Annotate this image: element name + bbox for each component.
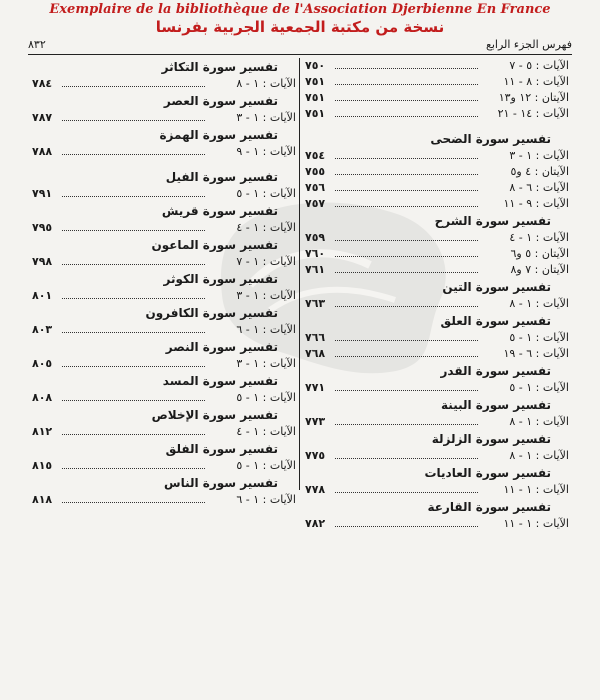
index-entry: [30, 220, 300, 236]
index-entry: [30, 424, 300, 440]
index-entry: [30, 356, 300, 372]
dot-leader: [62, 400, 205, 401]
index-entry: [30, 390, 300, 406]
verse-range: الآيات : ٦ - ١٩: [503, 347, 569, 360]
index-entry: [30, 186, 300, 202]
index-entry: [303, 58, 573, 74]
verse-range: الآيات : ١ - ١١: [503, 483, 569, 496]
verse-range: الآيتان : ٧ و٨: [510, 263, 569, 276]
verse-range: الآيات : ٦ - ٨: [509, 181, 569, 194]
index-entry: [30, 288, 300, 304]
verse-range: الآيات : ٩ - ١١: [503, 197, 569, 210]
verse-range: الآيات : ١ - ٥: [236, 187, 296, 200]
index-entry: [303, 346, 573, 362]
verse-range: الآيات : ٨ - ١١: [503, 75, 569, 88]
dot-leader: [62, 468, 205, 469]
page-ref: ٧٥١: [305, 107, 326, 120]
page-ref: ٨١٢: [32, 425, 53, 438]
surah-heading: تفسير سورة النصر: [165, 340, 278, 354]
page-ref: ٧٦٨: [305, 347, 326, 360]
page-ref: ٨١٥: [32, 459, 53, 472]
index-entry: [30, 76, 300, 92]
index-entry: [303, 164, 573, 180]
index-entry: [303, 74, 573, 90]
page-ref: ٨٠٣: [32, 323, 53, 336]
page-ref: ٧٥٦: [305, 181, 326, 194]
page-ref: ٧٦١: [305, 263, 326, 276]
page-ref: ٧٥١: [305, 75, 326, 88]
page-ref: ٨٠٨: [32, 391, 53, 404]
page-ref: ٧٥٥: [305, 165, 326, 178]
page-number: ٨٣٢: [28, 38, 46, 51]
verse-range: الآيات : ١ - ٨: [509, 449, 569, 462]
index-entry: [30, 322, 300, 338]
dot-leader: [335, 256, 478, 257]
index-entry: [303, 516, 573, 532]
surah-heading: تفسير سورة التكاثر: [161, 60, 278, 74]
dot-leader: [335, 158, 478, 159]
dot-leader: [62, 154, 205, 155]
index-entry: [30, 254, 300, 270]
surah-heading: تفسير سورة الإخلاص: [151, 408, 278, 422]
page-ref: ٧٥٤: [305, 149, 326, 162]
dot-leader: [335, 190, 478, 191]
index-column-left: [30, 58, 300, 508]
running-title: فهرس الجزء الرابع: [485, 38, 572, 51]
surah-heading: تفسير سورة التين: [442, 280, 551, 294]
dot-leader: [62, 502, 205, 503]
verse-range: الآيات : ١ - ٤: [236, 221, 296, 234]
index-entry: [30, 458, 300, 474]
surah-heading: تفسير سورة العصر: [163, 94, 278, 108]
spacer: [30, 160, 300, 168]
surah-heading: تفسير سورة الكوثر: [163, 272, 278, 286]
page-ref: ٧٩١: [32, 187, 53, 200]
header-rule: [28, 54, 572, 55]
page-ref: ٨٠١: [32, 289, 53, 302]
surah-heading: تفسير سورة العلق: [440, 314, 551, 328]
library-stamp-arabic: نسخة من مكتبة الجمعية الجربية بفرنسا: [155, 18, 445, 36]
verse-range: الآيات : ١ - ٧: [236, 255, 296, 268]
index-entry: [303, 90, 573, 106]
surah-heading: تفسير سورة الشرح: [434, 214, 551, 228]
page-ref: ٧٦٣: [305, 297, 326, 310]
page-ref: ٨٠٥: [32, 357, 53, 370]
surah-heading: تفسير سورة الكافرون: [145, 306, 278, 320]
spacer: [303, 122, 573, 130]
page-ref: ٨١٨: [32, 493, 53, 506]
verse-range: الآيات : ١ - ١١: [503, 517, 569, 530]
verse-range: الآيتان : ٥ و٦: [510, 247, 569, 260]
dot-leader: [335, 240, 478, 241]
surah-heading: تفسير سورة الفلق: [165, 442, 278, 456]
page-header: [28, 38, 572, 54]
verse-range: الآيات : ١ - ٥: [236, 391, 296, 404]
page-ref: ٧٥٠: [305, 59, 326, 72]
index-entry: [303, 148, 573, 164]
page-ref: ٧٧١: [305, 381, 326, 394]
dot-leader: [62, 120, 205, 121]
index-entry: [303, 196, 573, 212]
verse-range: الآيات : ١ - ٥: [236, 459, 296, 472]
dot-leader: [62, 332, 205, 333]
dot-leader: [62, 434, 205, 435]
index-entry: [303, 106, 573, 122]
dot-leader: [335, 116, 478, 117]
dot-leader: [335, 206, 478, 207]
dot-leader: [335, 84, 478, 85]
index-column-right: [303, 58, 573, 532]
verse-range: الآيات : ١ - ٨: [509, 297, 569, 310]
surah-heading: تفسير سورة البينة: [441, 398, 551, 412]
index-entry: [303, 482, 573, 498]
surah-heading: تفسير سورة الهمزة: [159, 128, 278, 142]
page-ref: ٧٨٢: [305, 517, 326, 530]
verse-range: الآيات : ١ - ٩: [236, 145, 296, 158]
verse-range: الآيات : ١ - ٤: [236, 425, 296, 438]
dot-leader: [62, 230, 205, 231]
verse-range: الآيات : ١ - ٤: [509, 231, 569, 244]
index-entry: [303, 448, 573, 464]
verse-range: الآيات : ١ - ٥: [509, 381, 569, 394]
surah-heading: تفسير سورة قريش: [161, 204, 278, 218]
index-entry: [303, 330, 573, 346]
verse-range: الآيات : ١ - ٦: [236, 323, 296, 336]
index-entry: [303, 296, 573, 312]
library-stamp-french: Exemplaire de la bibliothèque de l'Association Djerbienne En France: [49, 2, 551, 17]
surah-heading: تفسير سورة الزلزلة: [431, 432, 551, 446]
dot-leader: [62, 298, 205, 299]
dot-leader: [335, 492, 478, 493]
index-entry: [30, 144, 300, 160]
index-entry: [303, 262, 573, 278]
index-entry: [303, 414, 573, 430]
surah-heading: تفسير سورة المسد: [162, 374, 278, 388]
dot-leader: [335, 458, 478, 459]
dot-leader: [335, 424, 478, 425]
dot-leader: [62, 366, 205, 367]
dot-leader: [335, 272, 478, 273]
index-entry: [303, 246, 573, 262]
verse-range: الآيات : ١ - ٥: [509, 331, 569, 344]
dot-leader: [335, 526, 478, 527]
surah-heading: تفسير سورة العاديات: [424, 466, 551, 480]
page-ref: ٧٩٨: [32, 255, 53, 268]
page-ref: ٧٧٣: [305, 415, 326, 428]
dot-leader: [335, 100, 478, 101]
verse-range: الآيتان : ١٢ و١٣: [498, 91, 569, 104]
verse-range: الآيات : ١ - ٦: [236, 493, 296, 506]
verse-range: الآيات : ١ - ٣: [509, 149, 569, 162]
surah-heading: تفسير سورة الضحى: [430, 132, 551, 146]
page-ref: ٧٦٠: [305, 247, 326, 260]
index-entry: [30, 492, 300, 508]
dot-leader: [62, 264, 205, 265]
dot-leader: [62, 196, 205, 197]
page-ref: ٧٨٤: [32, 77, 53, 90]
page-ref: ٧٥٧: [305, 197, 326, 210]
index-entry: [303, 180, 573, 196]
page-ref: ٧٦٦: [305, 331, 326, 344]
page-ref: ٧٩٥: [32, 221, 53, 234]
page-ref: ٧٥١: [305, 91, 326, 104]
surah-heading: تفسير سورة الماعون: [151, 238, 278, 252]
verse-range: الآيات : ١ - ٣: [236, 289, 296, 302]
verse-range: الآيات : ١٤ - ٢١: [497, 107, 569, 120]
surah-heading: تفسير سورة القدر: [440, 364, 551, 378]
verse-range: الآيات : ١ - ٣: [236, 111, 296, 124]
index-entry: [303, 380, 573, 396]
dot-leader: [335, 174, 478, 175]
surah-heading: تفسير سورة الفيل: [165, 170, 278, 184]
verse-range: الآيات : ١ - ٣: [236, 357, 296, 370]
dot-leader: [335, 340, 478, 341]
verse-range: الآيات : ١ - ٨: [509, 415, 569, 428]
page-ref: ٧٨٧: [32, 111, 53, 124]
dot-leader: [335, 68, 478, 69]
dot-leader: [335, 356, 478, 357]
verse-range: الآيات : ٥ - ٧: [509, 59, 569, 72]
page-ref: ٧٨٨: [32, 145, 53, 158]
dot-leader: [335, 390, 478, 391]
page-ref: ٧٧٥: [305, 449, 326, 462]
dot-leader: [62, 86, 205, 87]
index-entry: [30, 110, 300, 126]
verse-range: الآيتان : ٤ و٥: [510, 165, 569, 178]
index-entry: [303, 230, 573, 246]
surah-heading: تفسير سورة القارعة: [427, 500, 551, 514]
page-ref: ٧٧٨: [305, 483, 326, 496]
surah-heading: تفسير سورة الناس: [164, 476, 278, 490]
page-ref: ٧٥٩: [305, 231, 326, 244]
verse-range: الآيات : ١ - ٨: [236, 77, 296, 90]
dot-leader: [335, 306, 478, 307]
